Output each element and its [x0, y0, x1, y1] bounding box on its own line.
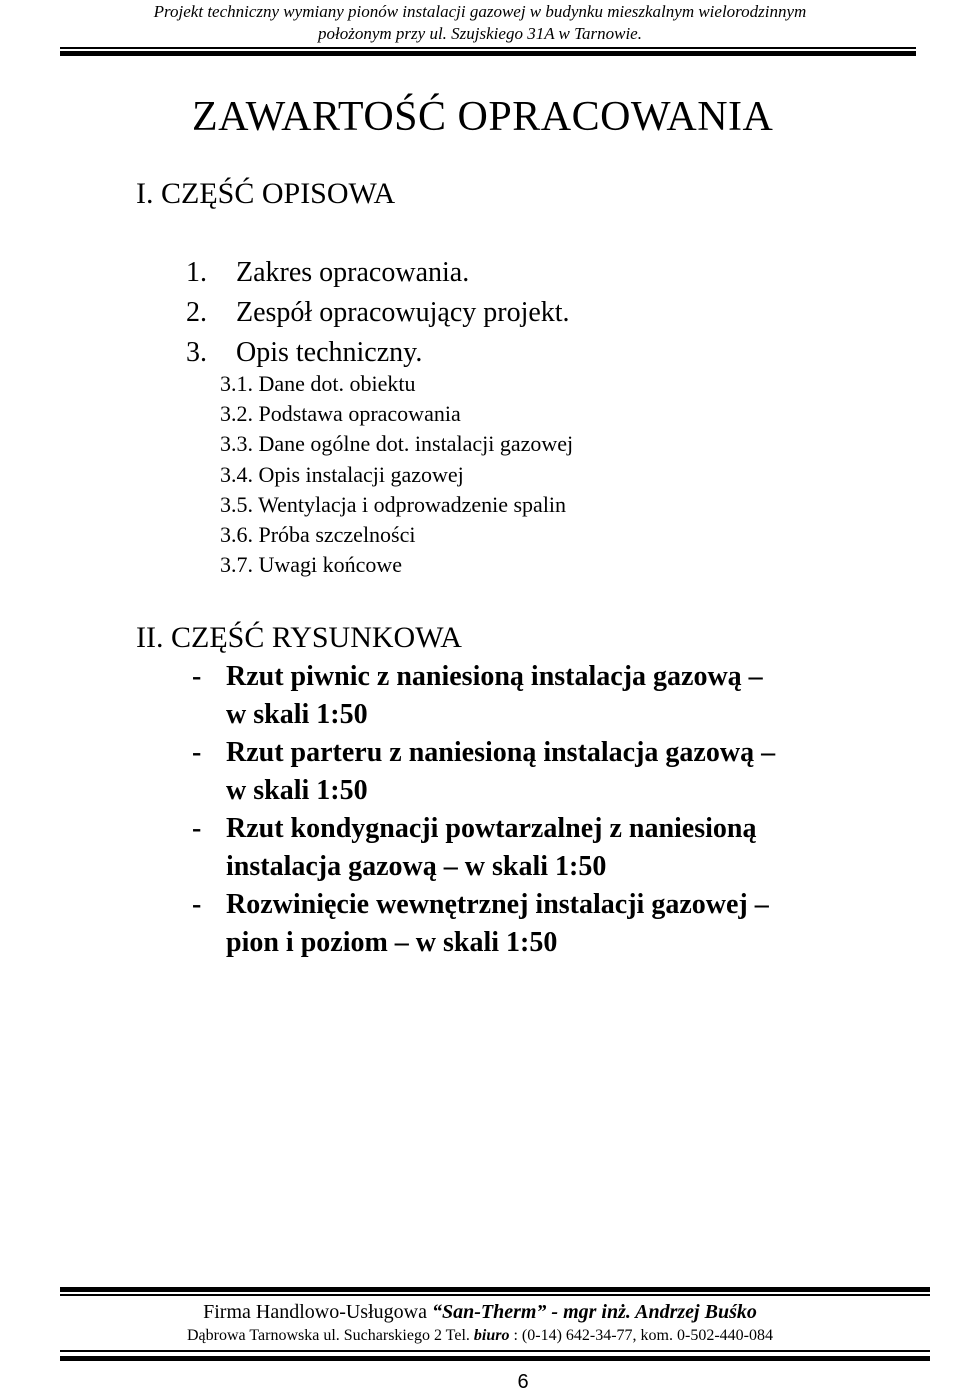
list-item-number: 1.	[186, 257, 207, 288]
list-dash: -	[192, 737, 202, 768]
page-number: 6	[517, 1371, 529, 1393]
list-item-number: 2.	[186, 297, 207, 328]
drawing-item-line-2: w skali 1:50	[226, 699, 368, 730]
footer-address-line	[0, 1326, 960, 1346]
footer-company-name: “San-Therm” - mgr inż. Andrzej Buśko	[431, 1301, 757, 1323]
header-line-1: Projekt techniczny wymiany pionów instalacji gazowej w budynku mieszkalnym wielorodzinnym	[153, 2, 807, 21]
header-rule-thin	[60, 47, 916, 49]
sub-list-item: 3.4. Opis instalacji gazowej	[220, 462, 464, 487]
section-heading-rysunkowa: II. CZĘŚĆ RYSUNKOWA	[136, 621, 462, 654]
footer-office-label: biuro	[473, 1327, 510, 1344]
drawing-item-line-1: Rzut parteru z naniesioną instalacja gazową –	[226, 737, 776, 768]
header-rule-thick	[60, 51, 916, 56]
list-item-text: Zakres opracowania.	[236, 257, 470, 288]
footer-rule-thick	[60, 1287, 930, 1292]
drawing-item-line-1: Rzut piwnic z naniesioną instalacja gazową –	[226, 661, 763, 692]
list-item	[0, 336, 960, 370]
drawing-item-line-1: Rozwinięcie wewnętrznej instalacji gazowej –	[226, 889, 769, 920]
footer-phones: : (0-14) 642-34-77, kom. 0-502-440-084	[509, 1327, 773, 1344]
footer-rule-thin	[60, 1294, 930, 1296]
footer-bottom-rule-thick	[60, 1356, 930, 1361]
sub-list-item: 3.2. Podstawa opracowania	[220, 401, 461, 426]
list-item-text: Zespół opracowujący projekt.	[236, 297, 570, 328]
footer-company-line	[0, 1300, 960, 1324]
list-dash: -	[192, 889, 202, 920]
sub-list-item: 3.1. Dane dot. obiektu	[220, 371, 416, 396]
drawing-item-line-2: pion i poziom – w skali 1:50	[226, 927, 558, 958]
drawing-list-item	[0, 660, 960, 740]
list-dash: -	[192, 813, 202, 844]
header-line-2: położonym przy ul. Szujskiego 31A w Tarnowie.	[318, 24, 642, 43]
list-item-number: 3.	[186, 337, 207, 368]
drawing-list-item	[0, 888, 960, 968]
drawing-item-line-1: Rzut kondygnacji powtarzalnej z naniesioną	[226, 813, 757, 844]
sub-list-item: 3.3. Dane ogólne dot. instalacji gazowej	[220, 431, 574, 456]
drawing-list-item	[0, 736, 960, 816]
sub-list-item: 3.5. Wentylacja i odprowadzenie spalin	[220, 492, 567, 517]
drawing-item-line-2: w skali 1:50	[226, 775, 368, 806]
section-heading-opisowa: I. CZĘŚĆ OPISOWA	[136, 177, 396, 210]
drawing-list-item	[0, 812, 960, 892]
drawing-item-line-2: instalacja gazową – w skali 1:50	[226, 851, 607, 882]
sub-list-item: 3.7. Uwagi końcowe	[220, 552, 403, 577]
list-item	[0, 256, 960, 290]
footer-company-prefix: Firma Handlowo-Usługowa	[203, 1301, 432, 1323]
footer-address: Dąbrowa Tarnowska ul. Sucharskiego 2 Tel.	[187, 1327, 474, 1344]
list-dash: -	[192, 661, 202, 692]
sub-list-item: 3.6. Próba szczelności	[220, 522, 416, 547]
footer-bottom-rule-thin	[60, 1350, 930, 1352]
document-title: ZAWARTOŚĆ OPRACOWANIA	[192, 94, 774, 140]
list-item-text: Opis techniczny.	[236, 337, 423, 368]
list-item	[0, 296, 960, 330]
